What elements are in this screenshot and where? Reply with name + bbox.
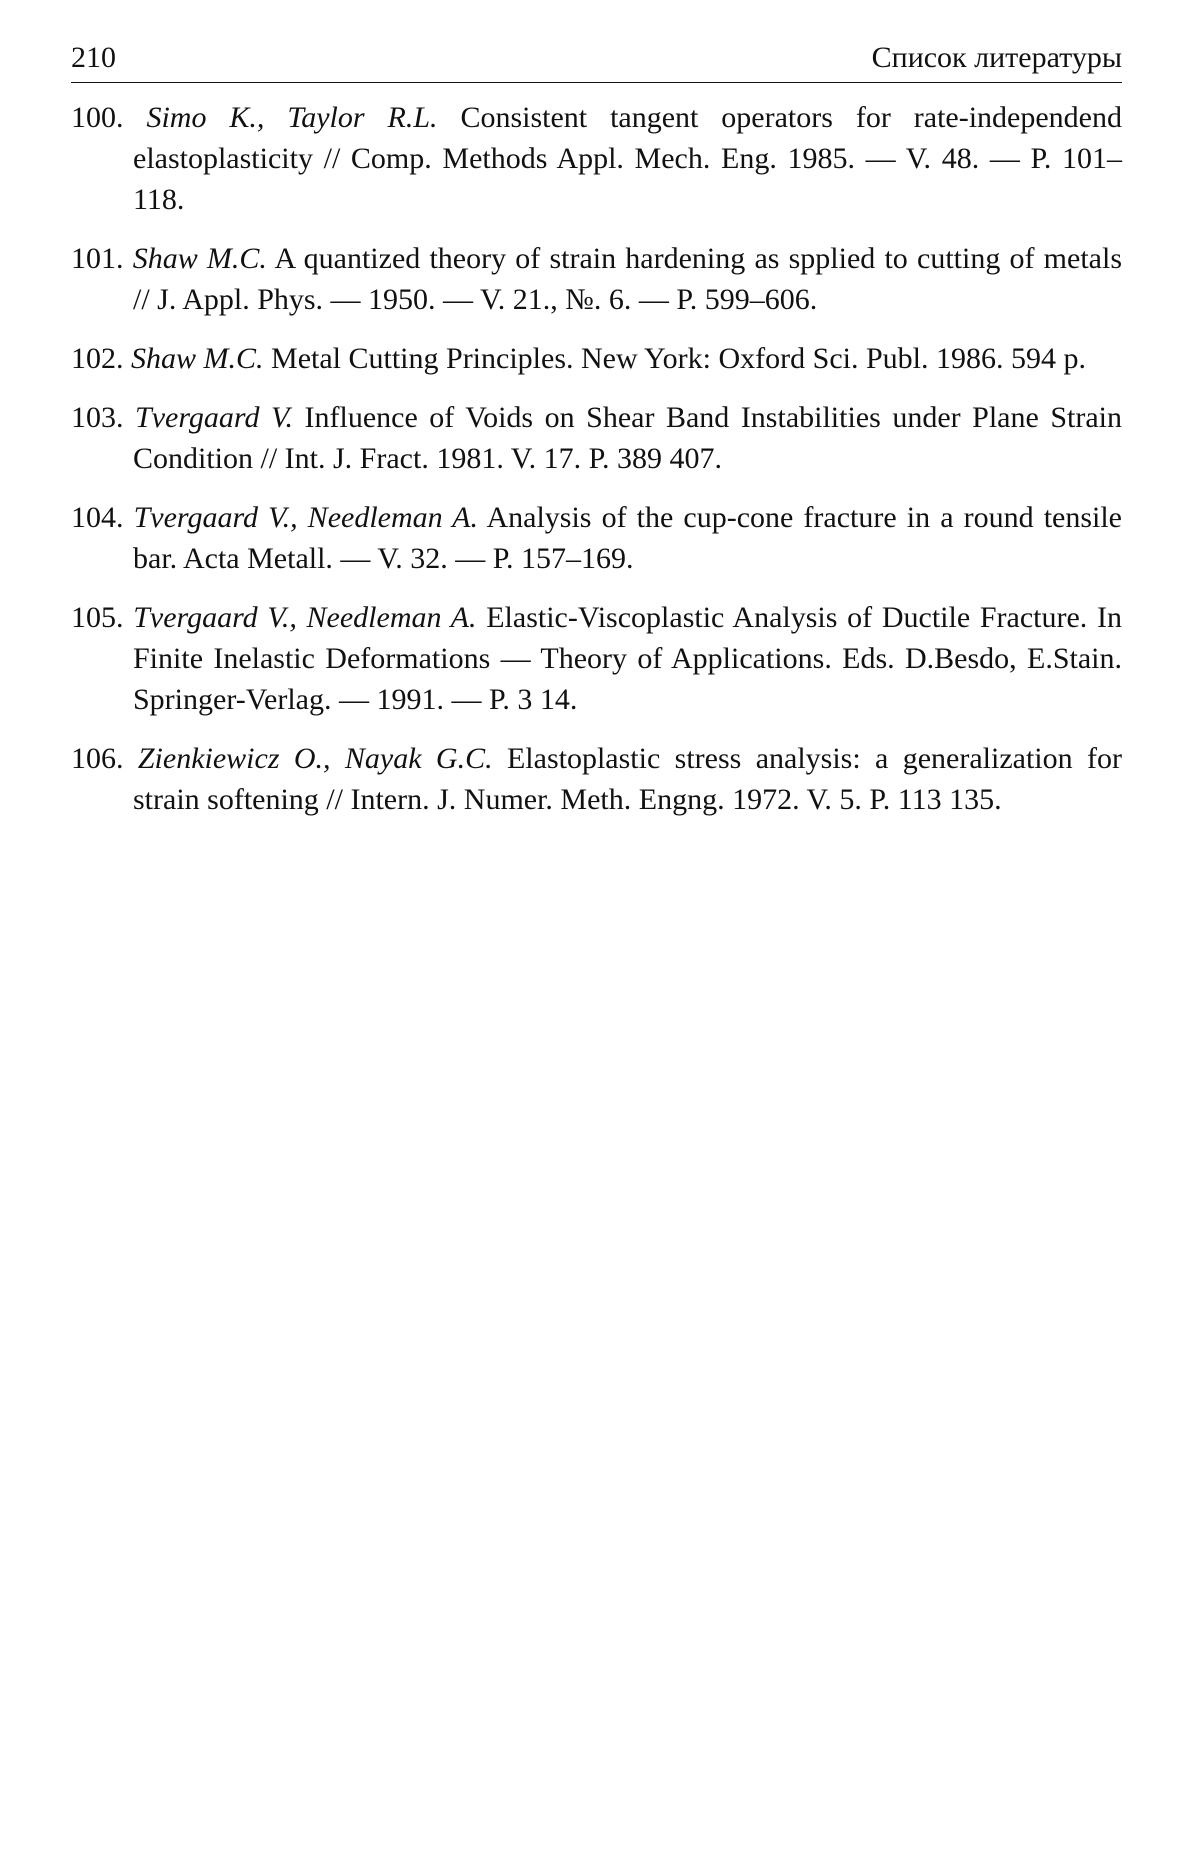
reference-authors: Zienkiewicz O., Nayak G.C. bbox=[137, 742, 493, 775]
document-page bbox=[71, 40, 1122, 820]
reference-authors: Shaw M.C. bbox=[132, 242, 267, 275]
reference-item bbox=[71, 738, 1122, 820]
reference-number: 100. bbox=[71, 101, 124, 134]
reference-number: 104. bbox=[71, 501, 124, 534]
reference-number: 105. bbox=[71, 601, 124, 634]
reference-number: 106. bbox=[71, 742, 124, 775]
reference-authors: Tvergaard V., Needleman A. bbox=[133, 601, 477, 634]
reference-text: Influence of Voids on Shear Band Instabilities under Plane Strain Condition // Int. J. Fract. 1981. V. 17. P. 389 407. bbox=[133, 401, 1123, 475]
reference-list bbox=[71, 97, 1122, 820]
section-title: Список литературы bbox=[871, 41, 1122, 74]
reference-text: Elastoplastic stress analysis: a generalization for strain softening // Intern. J. Numer. Meth. Engng. 1972. V. 5. P. 113 135. bbox=[133, 742, 1122, 816]
reference-number: 103. bbox=[71, 401, 124, 434]
running-head bbox=[71, 40, 1122, 83]
reference-text: Consistent tangent operators for rate-independend elastoplasticity // Comp. Methods Appl. Mech. Eng. 1985. — V. 48. — P. 101–118. bbox=[133, 101, 1122, 216]
reference-number: 101. bbox=[71, 242, 124, 275]
reference-text: A quantized theory of strain hardening as spplied to cutting of metals // J. Appl. Phys. — 1950. — V. 21., №. 6. — P. 599–606. bbox=[133, 242, 1122, 316]
reference-item bbox=[71, 238, 1122, 320]
reference-authors: Tvergaard V., Needleman A. bbox=[133, 501, 479, 534]
reference-item bbox=[71, 597, 1122, 720]
reference-text: Metal Cutting Principles. New York: Oxford Sci. Publ. 1986. 594 p. bbox=[271, 342, 1087, 375]
page-number: 210 bbox=[71, 41, 116, 74]
reference-item bbox=[71, 97, 1122, 220]
reference-text: Analysis of the cup-cone fracture in a round tensile bar. Acta Metall. — V. 32. — P. 157–169. bbox=[133, 501, 1122, 575]
reference-authors: Tvergaard V. bbox=[135, 401, 293, 434]
reference-authors: Shaw M.C. bbox=[131, 342, 264, 375]
reference-authors: Simo K., Taylor R.L. bbox=[146, 101, 438, 134]
reference-item bbox=[71, 497, 1122, 579]
reference-item bbox=[71, 338, 1122, 379]
reference-item bbox=[71, 397, 1122, 479]
reference-number: 102. bbox=[71, 342, 124, 375]
reference-text: Elastic-Viscoplastic Analysis of Ductile Fracture. In Finite Inelastic Deformations — Theory of Applications. Eds. D.Besdo, E.Stain. Springer-Verlag. — 1991. — P. 3 14. bbox=[133, 601, 1123, 716]
